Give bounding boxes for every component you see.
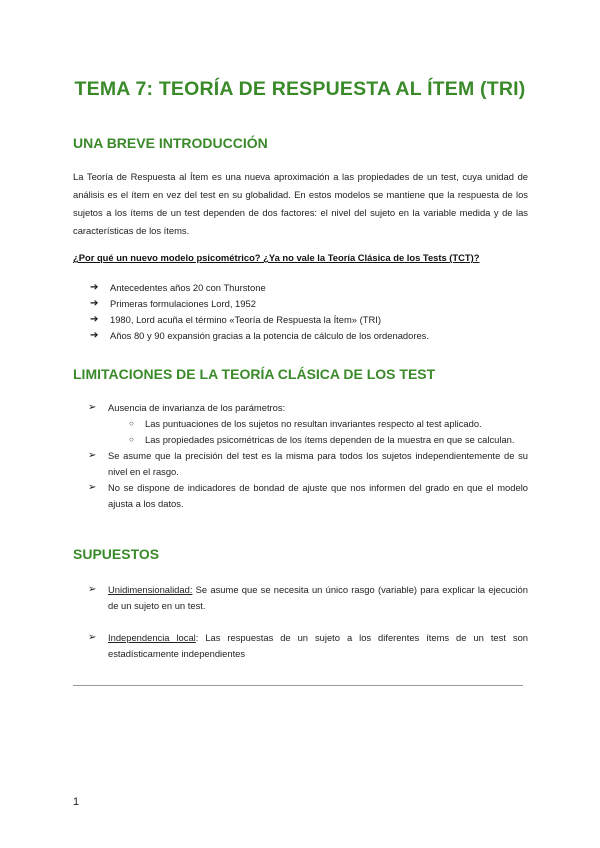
- list-item: [90, 296, 530, 312]
- list-item: [88, 480, 528, 512]
- list-item: [88, 448, 528, 480]
- list-item-text: Antecedentes años 20 con Thurstone: [110, 282, 266, 293]
- list-item-text: [108, 582, 528, 614]
- page-number: 1: [73, 796, 80, 808]
- arrow-icon: ➔: [90, 298, 99, 309]
- term-unidimensionality: Unidimensionalidad:: [108, 584, 193, 595]
- list-item-text: Años 80 y 90 expansión gracias a la potencia de cálculo de los ordenadores.: [110, 330, 429, 341]
- circle-bullet-icon: ○: [129, 435, 134, 444]
- list-item-text: [108, 630, 528, 662]
- term-description: Se asume que se necesita un único rasgo (variable) para explicar la ejecución de un sujeto en un test.: [108, 584, 528, 611]
- list-item-text: Primeras formulaciones Lord, 1952: [110, 298, 256, 309]
- chevron-bullet-icon: ➢: [88, 482, 97, 493]
- list-item-text: No se dispone de indicadores de bondad de ajuste que nos informen del grado en que el modelo ajusta a los datos.: [108, 482, 528, 509]
- list-item: [88, 582, 528, 614]
- horizontal-divider: [73, 685, 523, 686]
- chevron-bullet-icon: ➢: [88, 402, 97, 413]
- list-item-text: Se asume que la precisión del test es la misma para todos los sujetos independientemente de su nivel en el rasgo.: [108, 450, 528, 477]
- chevron-bullet-icon: ➢: [88, 632, 97, 643]
- term-local-independence: Independencia local: [108, 632, 196, 643]
- list-item: [90, 280, 530, 296]
- section-heading-limitations: LIMITACIONES DE LA TEORÍA CLÁSICA DE LOS TEST: [73, 366, 436, 382]
- limitations-list: [88, 400, 528, 512]
- arrow-icon: ➔: [90, 314, 99, 325]
- sub-list-item: [129, 416, 528, 432]
- list-item-text: 1980, Lord acuña el término «Teoría de Respuesta la Ítem» (TRI): [110, 314, 381, 325]
- arrow-icon: ➔: [90, 330, 99, 341]
- list-item-text: Ausencia de invarianza de los parámetros:: [108, 402, 286, 413]
- section-heading-introduction: UNA BREVE INTRODUCCIÓN: [73, 135, 268, 151]
- assumptions-list-2: [88, 630, 529, 662]
- circle-bullet-icon: ○: [129, 419, 134, 428]
- list-item: [90, 312, 530, 328]
- chevron-bullet-icon: ➢: [88, 584, 97, 595]
- introduction-paragraph: La Teoría de Respuesta al Ítem es una nueva aproximación a las propiedades de un test, cuya unidad de análisis es el ítem en vez del test en su globalidad. En estos modelos se mantiene que la respuesta de los sujetos a los ítems de un test dependen de dos factores: el nivel del sujeto en la variable medida y de las características de los ítems.: [73, 171, 528, 236]
- list-item-text: Las puntuaciones de los sujetos no resultan invariantes respecto al test aplicado.: [145, 418, 482, 429]
- list-item: [90, 328, 530, 344]
- list-item-text: Las propiedades psicométricas de los ítems dependen de la muestra en que se calculan.: [145, 434, 515, 445]
- sub-list-item: [129, 432, 528, 448]
- section-heading-assumptions: SUPUESTOS: [73, 546, 160, 562]
- antecedents-list: [90, 280, 530, 344]
- chevron-bullet-icon: ➢: [88, 450, 97, 461]
- document-title: TEMA 7: TEORÍA DE RESPUESTA AL ÍTEM (TRI): [74, 78, 526, 100]
- assumptions-list-1: [88, 582, 528, 614]
- question-line: ¿Por qué un nuevo modelo psicométrico? ¿Ya no vale la Teoría Clásica de los Tests (TCT)?: [73, 252, 480, 263]
- list-item: [88, 400, 528, 416]
- arrow-icon: ➔: [90, 282, 99, 293]
- list-item: [88, 630, 529, 662]
- term-description: : Las respuestas de un sujeto a los diferentes ítems de un test son estadísticamente independientes: [108, 632, 529, 659]
